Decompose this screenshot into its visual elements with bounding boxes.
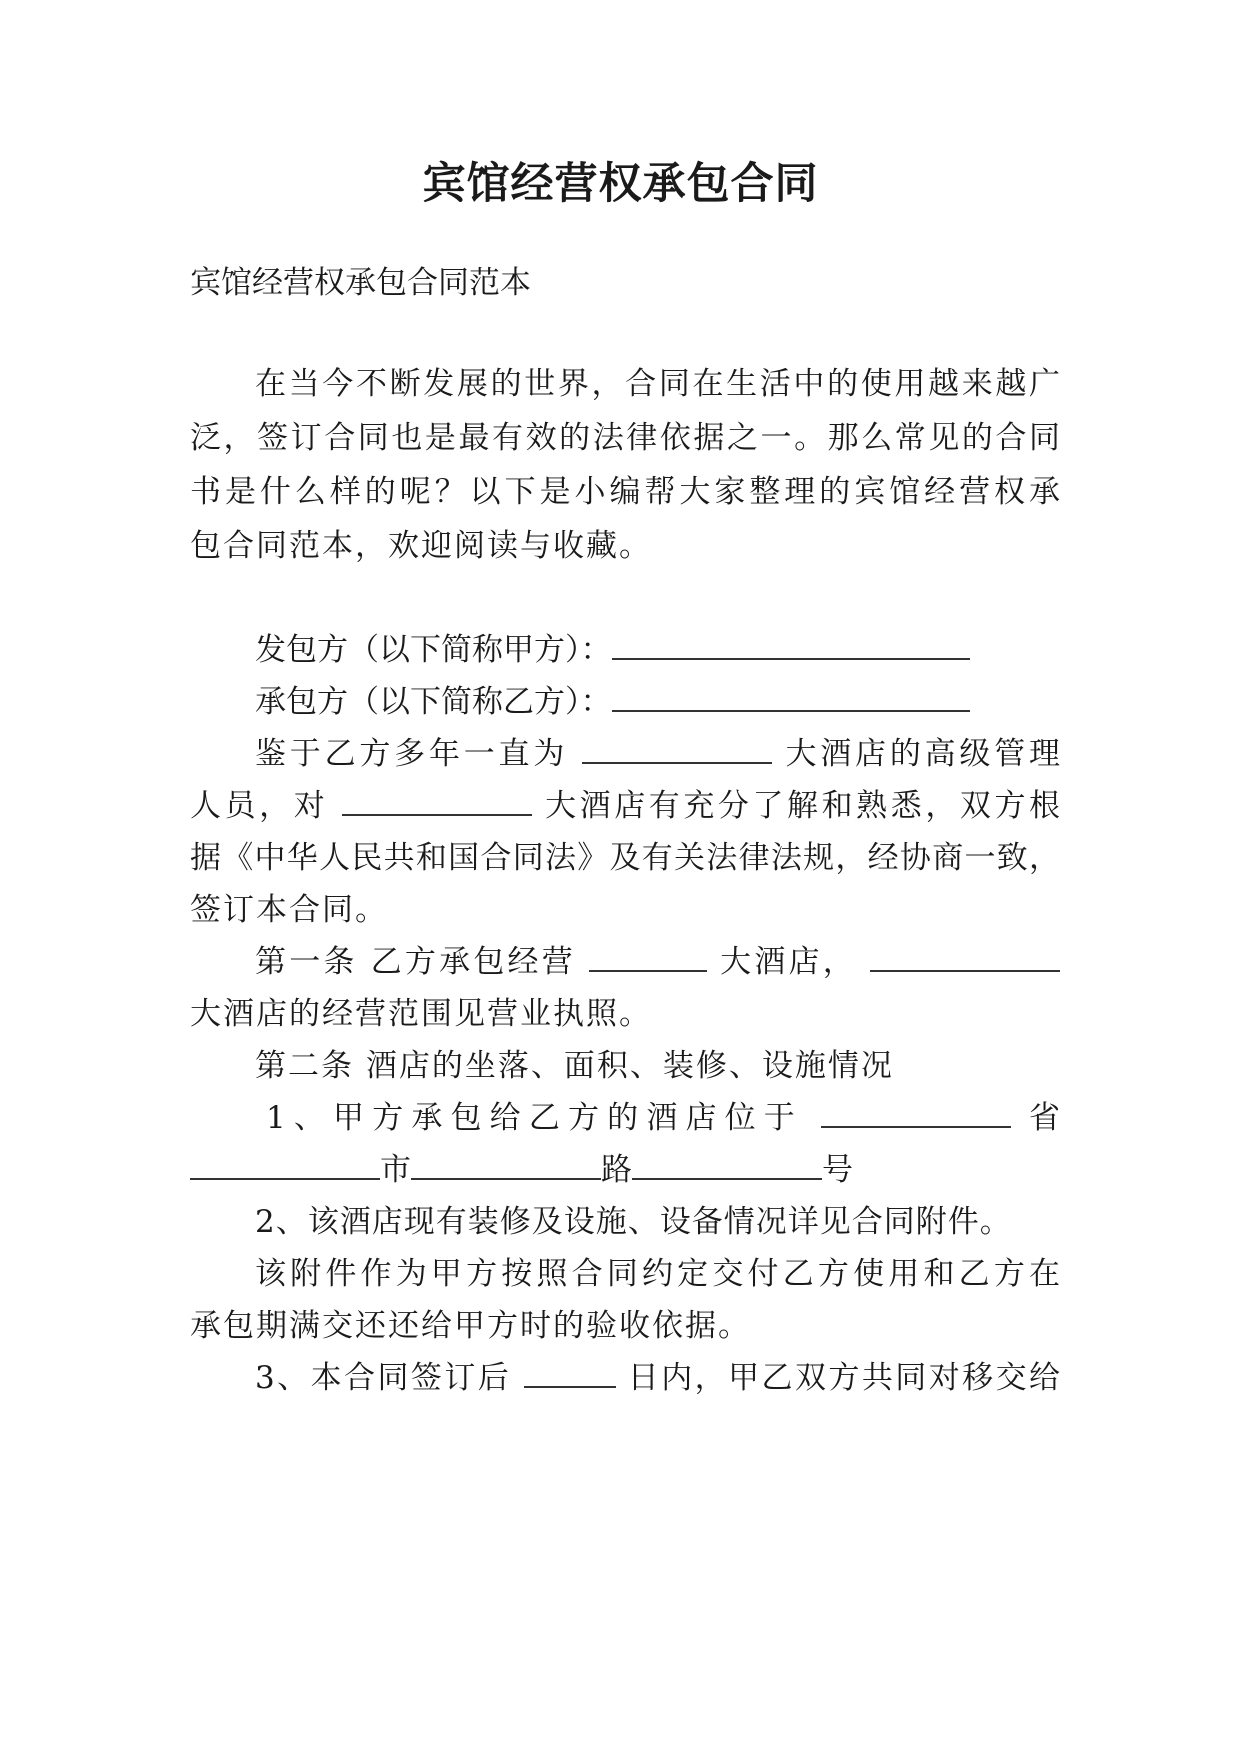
number-blank	[632, 1150, 822, 1180]
article2-note-line-2: 承包期满交还还给甲方时的验收依据。	[190, 1308, 751, 1344]
number-label: 号	[822, 1152, 853, 1188]
preamble-line-1	[255, 734, 1060, 774]
article1-text-1b: 大酒店，	[720, 944, 857, 980]
article1-scope-blank	[870, 942, 1060, 972]
article2-item1-text-b: 省	[1028, 1100, 1060, 1136]
city-label: 市	[380, 1152, 411, 1188]
intro-line-1: 在当今不断发展的世界，合同在生活中的使用越来越广	[255, 366, 1060, 402]
article2-note-line-1: 该附件作为甲方按照合同约定交付乙方使用和乙方在	[255, 1256, 1060, 1292]
article2-item3-line-1	[255, 1358, 1060, 1398]
party-a-blank	[612, 630, 970, 660]
article2-item1-text-a: 1、甲方承包给乙方的酒店位于	[266, 1100, 803, 1136]
document-subtitle: 宾馆经营权承包合同范本	[190, 265, 531, 301]
hotel-name-blank-1	[582, 734, 772, 764]
preamble-text-1b: 大酒店的高级管理	[785, 736, 1060, 772]
intro-line-3: 书是什么样的呢？以下是小编帮大家整理的宾馆经营权承	[190, 474, 1060, 510]
intro-line-4: 包合同范本，欢迎阅读与收藏。	[190, 528, 652, 564]
article2-item1-line-1	[266, 1098, 1060, 1138]
article2-item3-text-a: 3、本合同签订后	[255, 1360, 512, 1396]
article2-item2: 2、该酒店现有装修及设施、设备情况详见合同附件。	[255, 1204, 1012, 1240]
road-label: 路	[601, 1152, 632, 1188]
province-blank	[821, 1098, 1011, 1128]
city-blank	[190, 1150, 380, 1180]
preamble-line-4: 签订本合同。	[190, 892, 388, 928]
road-blank	[411, 1150, 601, 1180]
preamble-text-2b: 大酒店有充分了解和熟悉，双方根	[545, 788, 1060, 824]
article2-item3-text-b: 日内，甲乙双方共同对移交给	[627, 1360, 1060, 1396]
preamble-line-3: 据《中华人民共和国合同法》及有关法律法规，经协商一致，	[190, 840, 1060, 876]
article2-item1-line-2	[190, 1150, 1060, 1190]
party-b-label: 承包方（以下简称乙方）：	[255, 684, 612, 720]
hotel-name-blank-2	[342, 786, 532, 816]
preamble-line-2	[190, 786, 1060, 826]
article1-line-2: 大酒店的经营范围见营业执照。	[190, 996, 652, 1032]
party-a-label: 发包方（以下简称甲方）：	[255, 632, 612, 668]
intro-line-2: 泛，签订合同也是最有效的法律依据之一。那么常见的合同	[190, 420, 1060, 456]
document-title: 宾馆经营权承包合同	[422, 159, 819, 209]
party-a-row	[255, 630, 1060, 670]
party-b-blank	[612, 682, 970, 712]
days-blank	[524, 1358, 616, 1388]
preamble-text-2a: 人员，对	[190, 788, 329, 824]
article1-text-1a: 第一条 乙方承包经营	[255, 944, 576, 980]
preamble-text-1a: 鉴于乙方多年一直为	[255, 736, 569, 772]
article1-line-1	[255, 942, 1060, 982]
article2-heading: 第二条 酒店的坐落、面积、装修、设施情况	[255, 1048, 894, 1084]
party-b-row	[255, 682, 1060, 722]
article1-hotel-blank	[589, 942, 707, 972]
